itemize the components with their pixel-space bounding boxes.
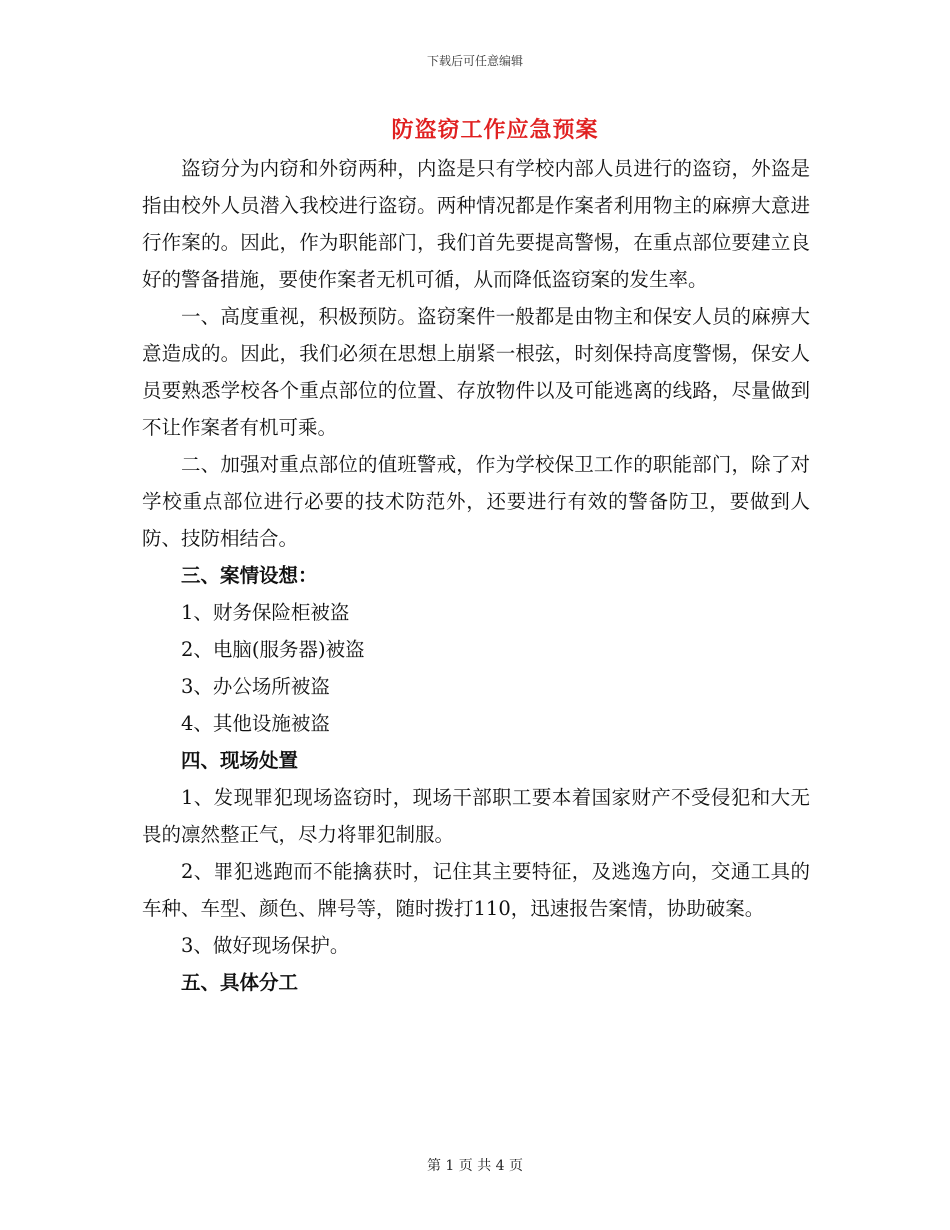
document-title: 防盗窃工作应急预案 <box>391 117 599 143</box>
page-header-note: 下载后可任意编辑 <box>426 54 523 68</box>
intro-paragraph: 盗窃分为内窃和外窃两种，内盗是只有学校内部人员进行的盗窃，外盗是指由校外人员潜入我校进行盗窃。两种情况都是作案者利用物主的麻痹大意进行作案的。因此，作为职能部门，我们首先要提高警惕，在重点部位要建立良好的警备措施，要使作案者无机可循，从而降低盗窃案的发生率。 <box>142 157 810 291</box>
section-2-paragraph: 二、加强对重点部位的值班警戒，作为学校保卫工作的职能部门，除了对学校重点部位进行必要的技术防范外，还要进行有效的警备防卫，要做到人防、技防相结合。 <box>142 453 810 550</box>
section-4-heading: 四、现场处置 <box>181 749 299 772</box>
section-3-item: 2、电脑(服务器)被盗 <box>181 638 365 661</box>
section-5-heading: 五、具体分工 <box>181 971 299 994</box>
section-4-item: 1、发现罪犯现场盗窃时，现场干部职工要本着国家财产不受侵犯和大无畏的凛然整正气，尽力将罪犯制服。 <box>142 786 810 846</box>
section-3-item: 1、财务保险柜被盗 <box>181 601 350 624</box>
page-number: 第 1 页 共 4 页 <box>426 1158 524 1174</box>
section-4-item: 3、做好现场保护。 <box>181 934 350 957</box>
document-body <box>142 150 810 1001</box>
section-3-item: 4、其他设施被盗 <box>181 712 330 735</box>
section-3-item: 3、办公场所被盗 <box>181 675 330 698</box>
section-4-item: 2、罪犯逃跑而不能擒获时，记住其主要特征，及逃逸方向，交通工具的车种、车型、颜色、牌号等，随时拨打110，迅速报告案情，协助破案。 <box>142 860 810 920</box>
section-1-paragraph: 一、高度重视，积极预防。盗窃案件一般都是由物主和保安人员的麻痹大意造成的。因此，我们必须在思想上崩紧一根弦，时刻保持高度警惕，保安人员要熟悉学校各个重点部位的位置、存放物件以及可能逃离的线路，尽量做到不让作案者有机可乘。 <box>142 305 810 439</box>
section-3-heading: 三、案情设想： <box>181 564 318 587</box>
